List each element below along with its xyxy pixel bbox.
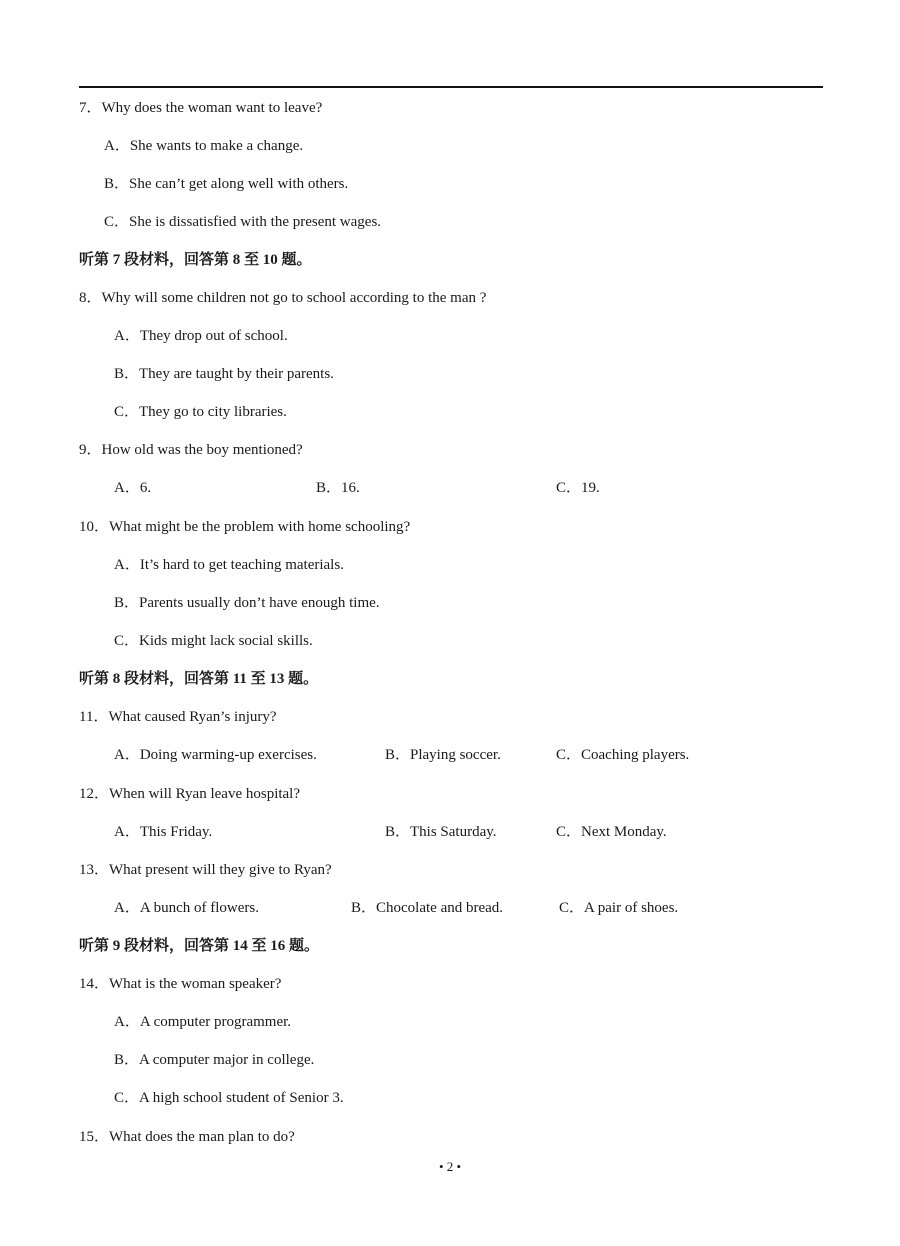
question-10: 10．What might be the problem with home schooling? bbox=[79, 519, 411, 535]
q13-option-b: B．Chocolate and bread. bbox=[351, 900, 504, 916]
q9-option-a: A．6. bbox=[114, 480, 152, 496]
question-7: 7．Why does the woman want to leave? bbox=[79, 100, 323, 116]
q10-option-b: B．Parents usually don’t have enough time. bbox=[114, 595, 380, 611]
q12-option-c: C．Next Monday. bbox=[556, 824, 667, 840]
q10-option-a: A．It’s hard to get teaching materials. bbox=[114, 557, 344, 573]
question-15: 15．What does the man plan to do? bbox=[79, 1129, 295, 1145]
q9-option-b: B．16. bbox=[316, 480, 360, 496]
section-heading-7: 听第 7 段材料，回答第 8 至 10 题。 bbox=[79, 252, 312, 268]
page-number: • 2 • bbox=[438, 1159, 462, 1174]
q8-option-b: B．They are taught by their parents. bbox=[114, 366, 334, 382]
q14-option-a: A．A computer programmer. bbox=[114, 1014, 292, 1030]
q7-option-c: C．She is dissatisfied with the present wages. bbox=[104, 214, 382, 230]
q13-option-a: A．A bunch of flowers. bbox=[114, 900, 259, 916]
q10-option-c: C．Kids might lack social skills. bbox=[114, 633, 313, 649]
question-14: 14．What is the woman speaker? bbox=[79, 976, 282, 992]
q8-option-a: A．They drop out of school. bbox=[114, 328, 288, 344]
question-13: 13．What present will they give to Ryan? bbox=[79, 862, 332, 878]
question-12: 12．When will Ryan leave hospital? bbox=[79, 786, 301, 802]
q12-option-b: B．This Saturday. bbox=[385, 824, 497, 840]
q11-option-b: B．Playing soccer. bbox=[385, 747, 501, 763]
q11-option-a: A．Doing warming-up exercises. bbox=[114, 747, 317, 763]
q7-option-b: B．She can’t get along well with others. bbox=[104, 176, 349, 192]
section-heading-9: 听第 9 段材料，回答第 14 至 16 题。 bbox=[79, 938, 320, 954]
q11-option-c: C．Coaching players. bbox=[556, 747, 690, 763]
header-rule bbox=[79, 86, 823, 88]
section-heading-8: 听第 8 段材料，回答第 11 至 13 题。 bbox=[79, 671, 319, 687]
q9-option-c: C．19. bbox=[556, 480, 600, 496]
q14-option-b: B．A computer major in college. bbox=[114, 1052, 315, 1068]
q8-option-c: C．They go to city libraries. bbox=[114, 404, 287, 420]
q7-option-a: A．She wants to make a change. bbox=[104, 138, 304, 154]
question-9: 9．How old was the boy mentioned? bbox=[79, 442, 303, 458]
question-8: 8．Why will some children not go to school according to the man ? bbox=[79, 290, 487, 306]
q13-option-c: C．A pair of shoes. bbox=[559, 900, 679, 916]
question-11: 11．What caused Ryan’s injury? bbox=[79, 709, 277, 725]
q14-option-c: C．A high school student of Senior 3. bbox=[114, 1090, 344, 1106]
q12-option-a: A．This Friday. bbox=[114, 824, 213, 840]
